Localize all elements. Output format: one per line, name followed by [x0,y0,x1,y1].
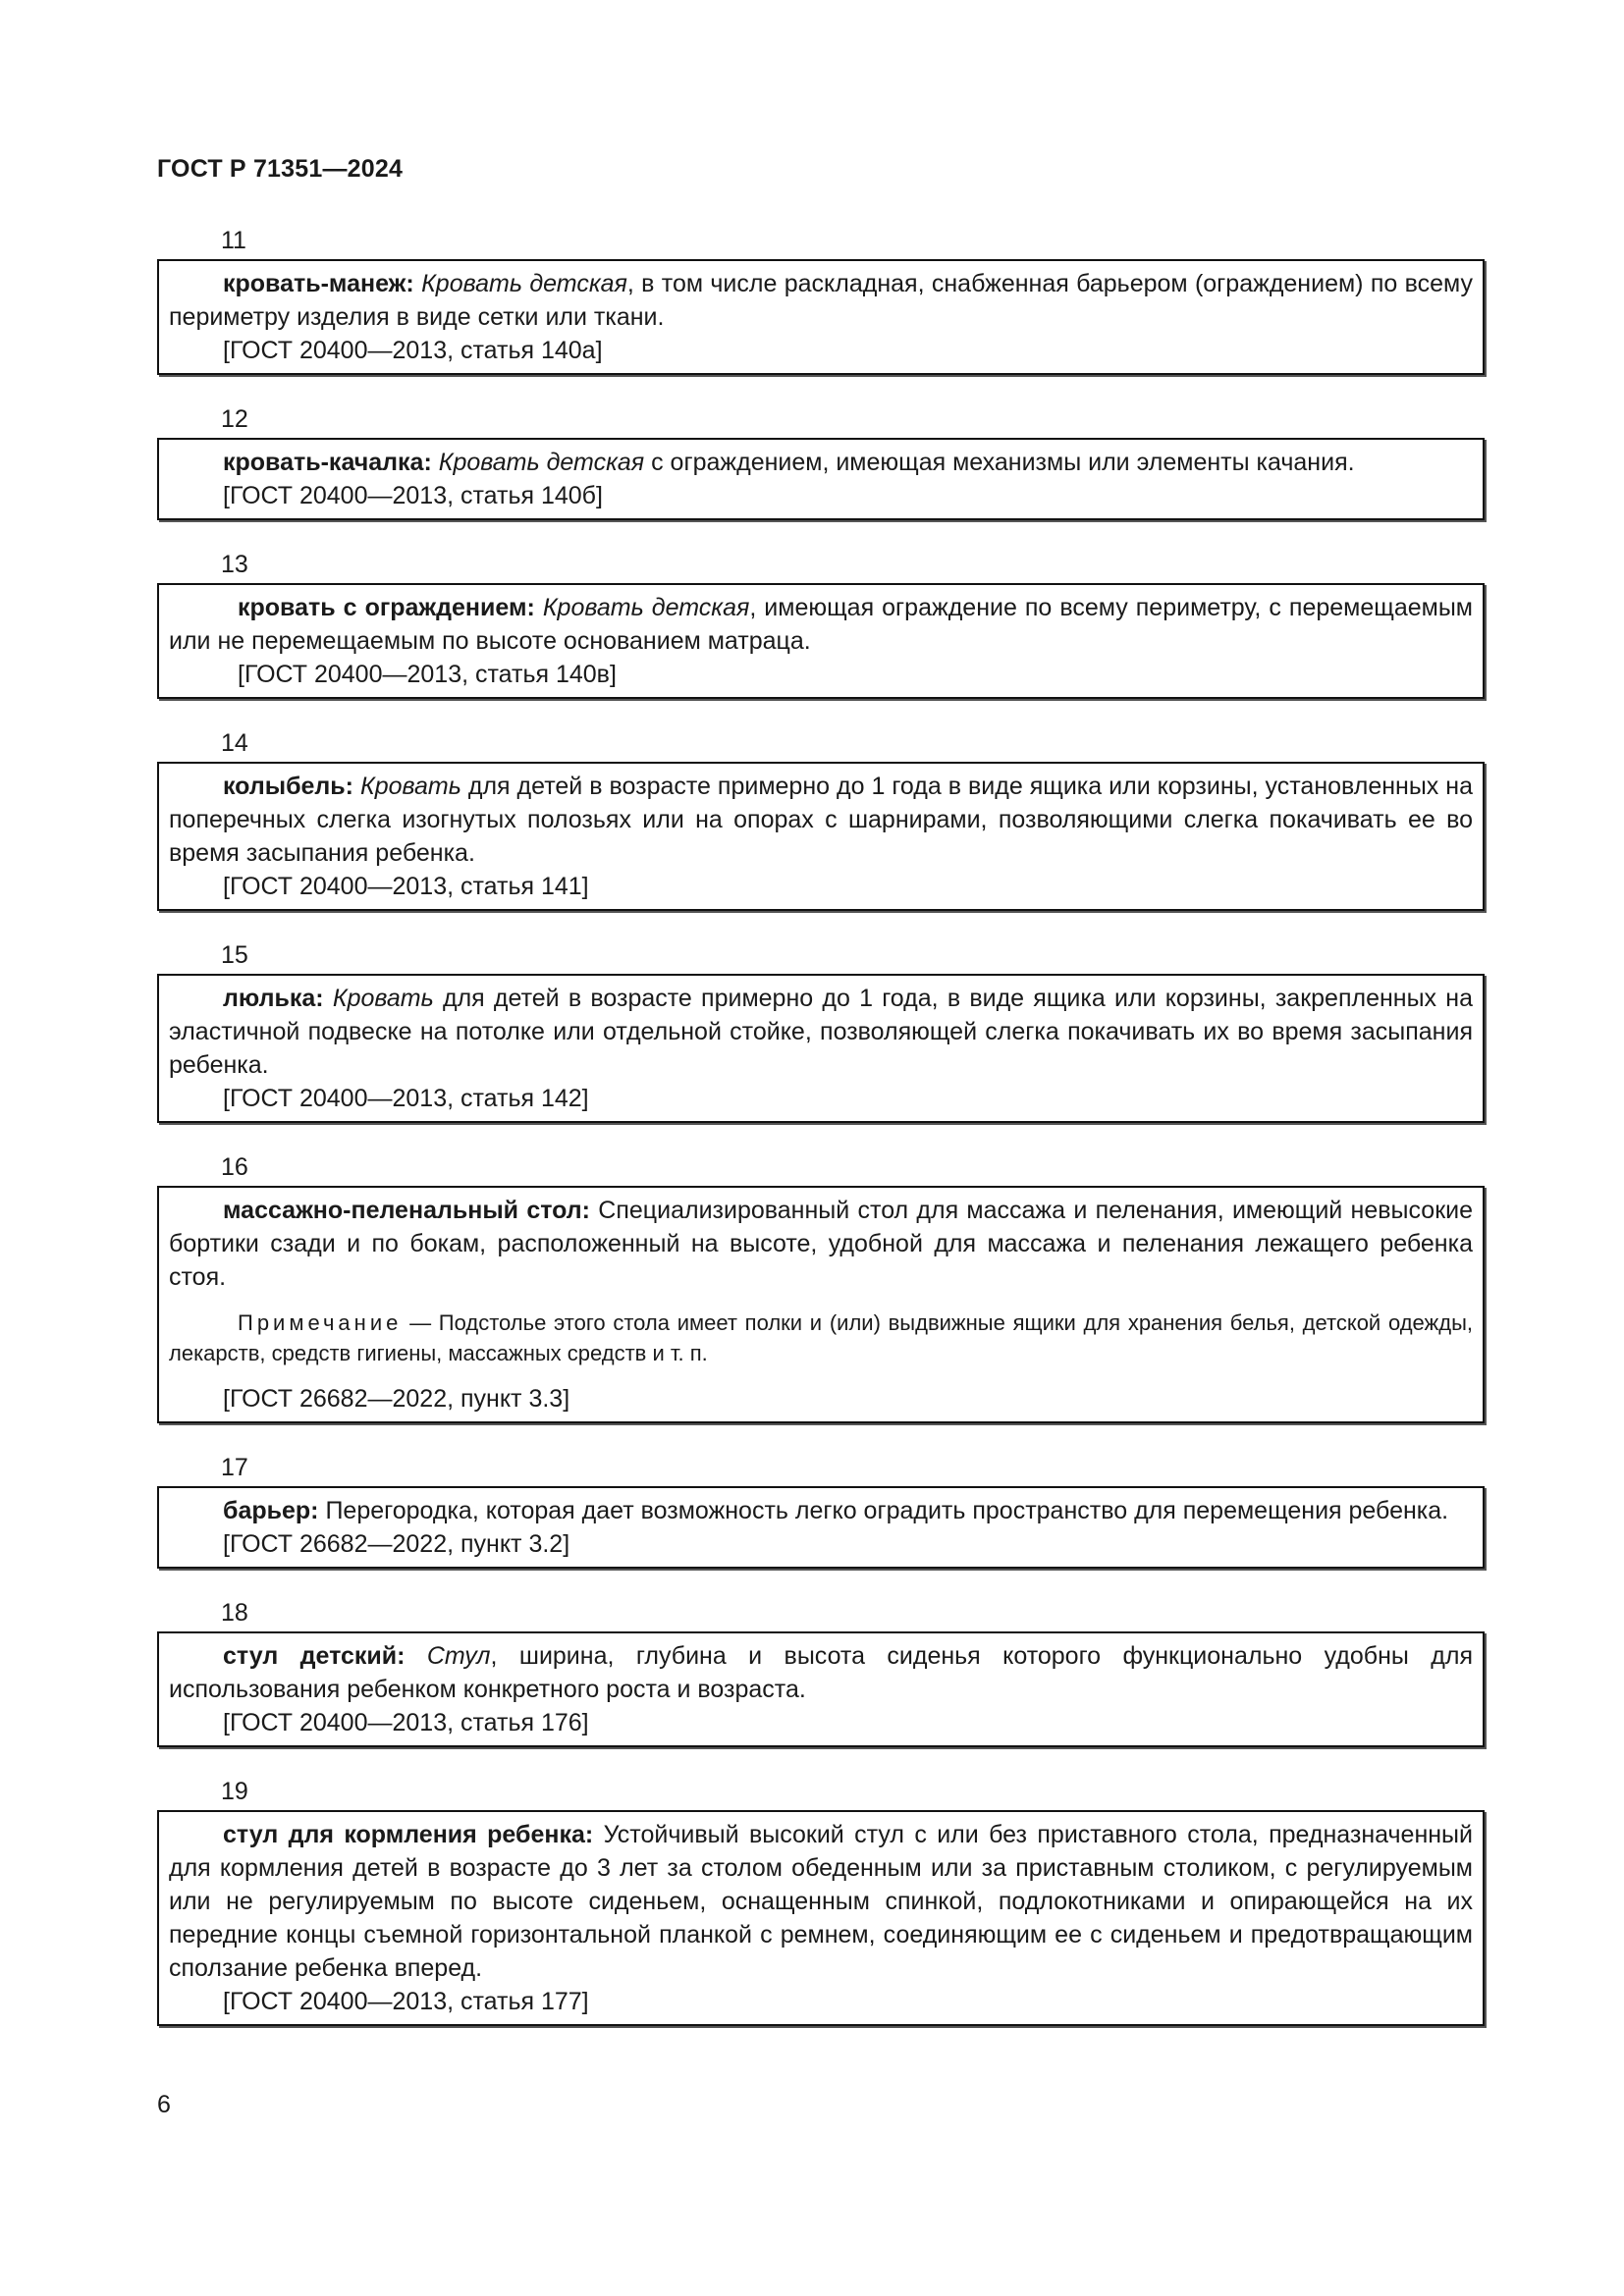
term-source: [ГОСТ 20400—2013, статья 177] [223,1988,589,2015]
term-name: стул для кормления ребенка: [223,1821,594,1848]
term-name: кровать-качалка: [223,449,432,476]
term-definition [169,267,1473,334]
term-source: [ГОСТ 20400—2013, статья 140в] [238,661,617,688]
term-box [157,1186,1485,1423]
term-reference: Кровать детская [438,449,645,476]
term-text: Устойчивый высокий стул с или без приставного стола, предназначенный для кормления детей в возрасте до 3 лет за столом обеденным или за приставным столиком, с регулируемым или не регулируемым по высоте сиденьем, оснащенным спинкой, подлокотниками и опирающейся на их передние концы съемной горизонтальной планкой с ремнем, соединяющим ее с сиденьем и предотвращающим сползание ребенка вперед. [169,1821,1473,1982]
term-box [157,1486,1485,1569]
term-reference: Стул [426,1642,491,1670]
term-entry [157,402,1485,520]
term-text: Перегородка, которая дает возможность легко оградить пространство для перемещения ребенка. [318,1497,1449,1524]
term-entry [157,548,1485,699]
term-entry [157,726,1485,911]
term-entry [157,1451,1485,1569]
term-box [157,1810,1485,2026]
term-source: [ГОСТ 20400—2013, статья 140а] [223,337,603,364]
term-entry [157,1150,1485,1423]
term-source: [ГОСТ 26682—2022, пункт 3.2] [223,1530,570,1558]
term-definition [169,1194,1473,1294]
term-text: Специализированный стол для массажа и пеленания, имеющий невысокие бортики сзади и по бокам, расположенный на высоте, удобной для массажа и пеленания лежащего ребенка стоя. [169,1197,1473,1291]
term-number: 19 [221,1778,248,1805]
term-definition [169,1818,1473,1985]
term-text: , имеющая ограждение по всему периметру, с перемещаемым или не перемещаемым по высоте основанием матраца. [169,594,1473,655]
term-name: люлька: [223,985,324,1012]
term-number: 14 [221,729,248,757]
term-number: 13 [221,551,248,578]
term-definition [169,770,1473,870]
term-text: , в том числе раскладная, снабженная барьером (ограждением) по всему периметру изделия в виде сетки или ткани. [169,270,1473,331]
term-definition [169,446,1473,479]
term-entry [157,938,1485,1123]
term-box [157,762,1485,911]
term-reference: Кровать детская [542,594,750,621]
term-name: массажно-пеленальный стол: [223,1197,591,1224]
term-definition [169,1494,1473,1527]
term-box [157,974,1485,1123]
term-entry [157,1775,1485,2026]
term-number: 18 [221,1599,248,1627]
term-name: стул детский: [223,1642,406,1670]
term-box [157,1631,1485,1747]
term-reference: Кровать [332,985,434,1012]
term-text: , ширина, глубина и высота сиденья которого функционально удобны для использования ребенком конкретного роста и возраста. [169,1642,1473,1703]
term-definition [169,982,1473,1082]
term-number: 15 [221,941,248,969]
term-name: барьер: [223,1497,319,1524]
term-number: 17 [221,1454,248,1481]
term-name: кровать-манеж: [223,270,414,297]
term-source: [ГОСТ 20400—2013, статья 176] [223,1709,589,1736]
terms-list [157,224,1485,2054]
term-box [157,259,1485,375]
term-definition [169,591,1473,658]
document-code: ГОСТ Р 71351—2024 [157,155,404,183]
term-entry [157,1596,1485,1747]
term-text: для детей в возрасте примерно до 1 года, в виде ящика или корзины, закрепленных на эластичной подвеске на потолке или отдельной стойке, позволяющей слегка покачивать их во время засыпания ребенка. [169,985,1473,1079]
term-source: [ГОСТ 26682—2022, пункт 3.3] [223,1385,570,1413]
term-box [157,438,1485,520]
term-source: [ГОСТ 20400—2013, статья 140б] [223,482,603,509]
term-number: 12 [221,405,248,433]
term-number: 11 [221,227,246,254]
term-name: колыбель: [223,773,353,800]
term-box [157,583,1485,699]
note-label: Примечание [238,1310,403,1335]
note-text: — Подстолье этого стола имеет полки и (или) выдвижные ящики для хранения белья, детской одежды, лекарств, средств гигиены, массажных средств и т. п. [169,1310,1473,1365]
term-name: кровать с ограждением: [238,594,535,621]
term-note [169,1308,1473,1368]
term-reference: Кровать [359,773,461,800]
term-text: для детей в возрасте примерно до 1 года в виде ящика или корзины, установленных на поперечных слегка изогнутых полозьях или на опорах с шарнирами, позволяющими слегка покачивать ее во время засыпания ребенка. [169,773,1473,867]
term-source: [ГОСТ 20400—2013, статья 142] [223,1085,589,1112]
term-text: с ограждением, имеющая механизмы или элементы качания. [644,449,1355,476]
term-reference: Кровать детская [421,270,627,297]
term-source: [ГОСТ 20400—2013, статья 141] [223,873,589,900]
term-definition [169,1639,1473,1706]
term-entry [157,224,1485,375]
page-number: 6 [157,2091,171,2118]
term-number: 16 [221,1153,248,1181]
